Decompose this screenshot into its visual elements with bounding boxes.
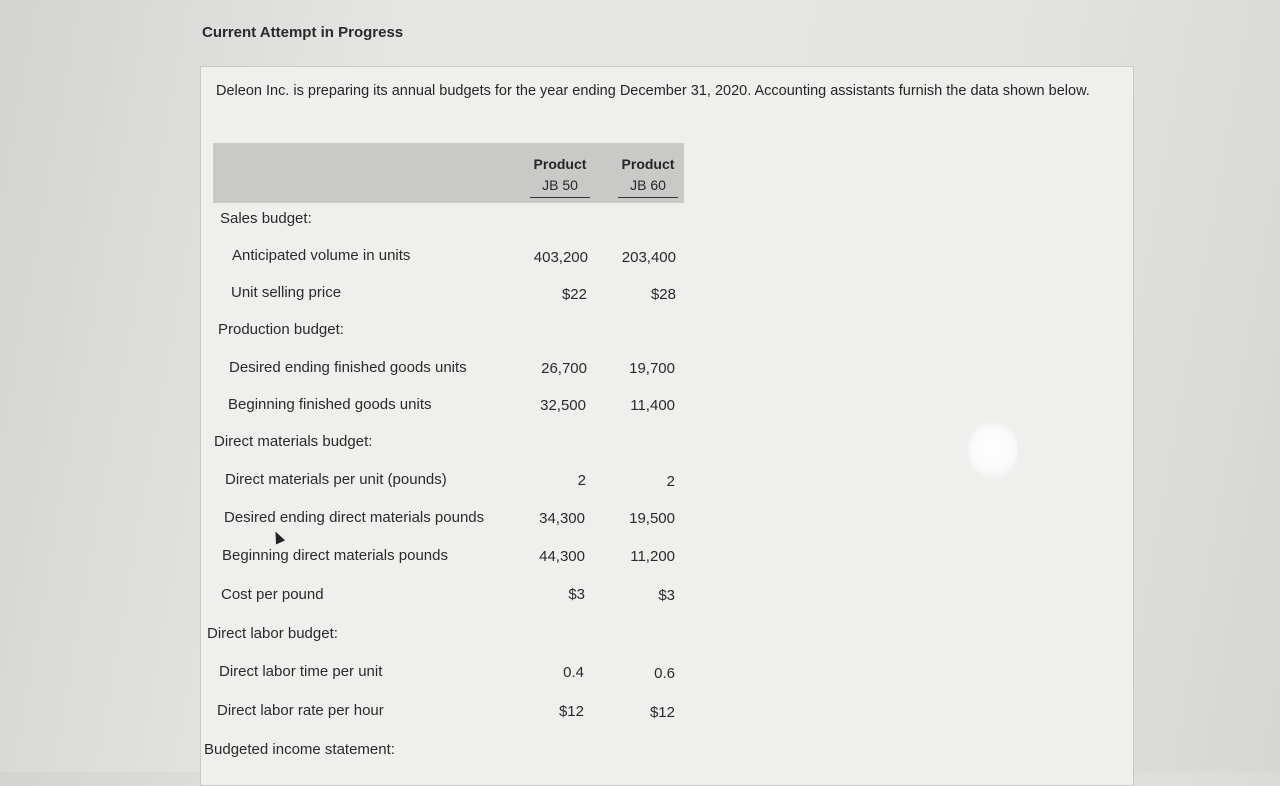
cell-jb60: $3 [658, 587, 675, 604]
column-header-jb50 [530, 154, 590, 198]
row-label: Production budget: [218, 321, 344, 338]
screen-glare [968, 420, 1018, 480]
cell-jb50: 44,300 [539, 548, 585, 565]
row-label: Anticipated volume in units [232, 247, 411, 264]
column-header-jb60-line2: JB 60 [618, 175, 678, 198]
column-header-jb60 [618, 154, 678, 198]
row-label: Direct labor time per unit [219, 663, 383, 680]
cell-jb50: 34,300 [539, 510, 585, 527]
column-header-jb50-line2: JB 50 [530, 175, 590, 198]
cell-jb50: $12 [558, 703, 584, 720]
cell-jb60: 19,700 [629, 360, 675, 377]
row-label: Beginning direct materials pounds [222, 547, 448, 564]
cell-jb60: 2 [666, 473, 675, 490]
cell-jb50: 403,200 [533, 249, 588, 266]
cell-jb50: 32,500 [540, 397, 586, 414]
row-label: Desired ending direct materials pounds [224, 509, 485, 526]
row-label: Direct materials per unit (pounds) [225, 471, 447, 488]
row-label: Direct materials budget: [214, 433, 373, 450]
cell-jb50: $3 [568, 586, 585, 603]
attempt-title: Current Attempt in Progress [202, 24, 404, 41]
cell-jb50: 26,700 [541, 360, 587, 377]
cell-jb60: 11,400 [630, 397, 675, 414]
cell-jb60: 19,500 [629, 510, 675, 527]
row-label: Beginning finished goods units [228, 396, 432, 413]
row-label: Direct labor budget: [207, 625, 338, 642]
row-label: Sales budget: [220, 210, 312, 227]
column-header-jb60-line1: Product [621, 156, 675, 172]
row-label: Cost per pound [221, 586, 324, 603]
question-intro: Deleon Inc. is preparing its annual budgets for the year ending December 31, 2020. Accounting assistants furnish the data shown below. [216, 83, 1090, 99]
table-header [213, 143, 684, 203]
cell-jb50: 2 [577, 472, 586, 489]
cell-jb60: $12 [649, 704, 675, 721]
cell-jb60: 0.6 [654, 665, 675, 682]
cell-jb50: 0.4 [563, 664, 584, 681]
cell-jb60: 11,200 [630, 548, 675, 565]
row-label: Unit selling price [231, 284, 342, 301]
row-label: Direct labor rate per hour [217, 702, 384, 719]
cell-jb50: $22 [561, 286, 587, 303]
cell-jb60: 203,400 [621, 249, 676, 266]
cell-jb60: $28 [650, 286, 676, 303]
row-label: Budgeted income statement: [204, 741, 395, 758]
column-header-jb50-line1: Product [533, 156, 587, 172]
row-label: Desired ending finished goods units [229, 359, 467, 376]
